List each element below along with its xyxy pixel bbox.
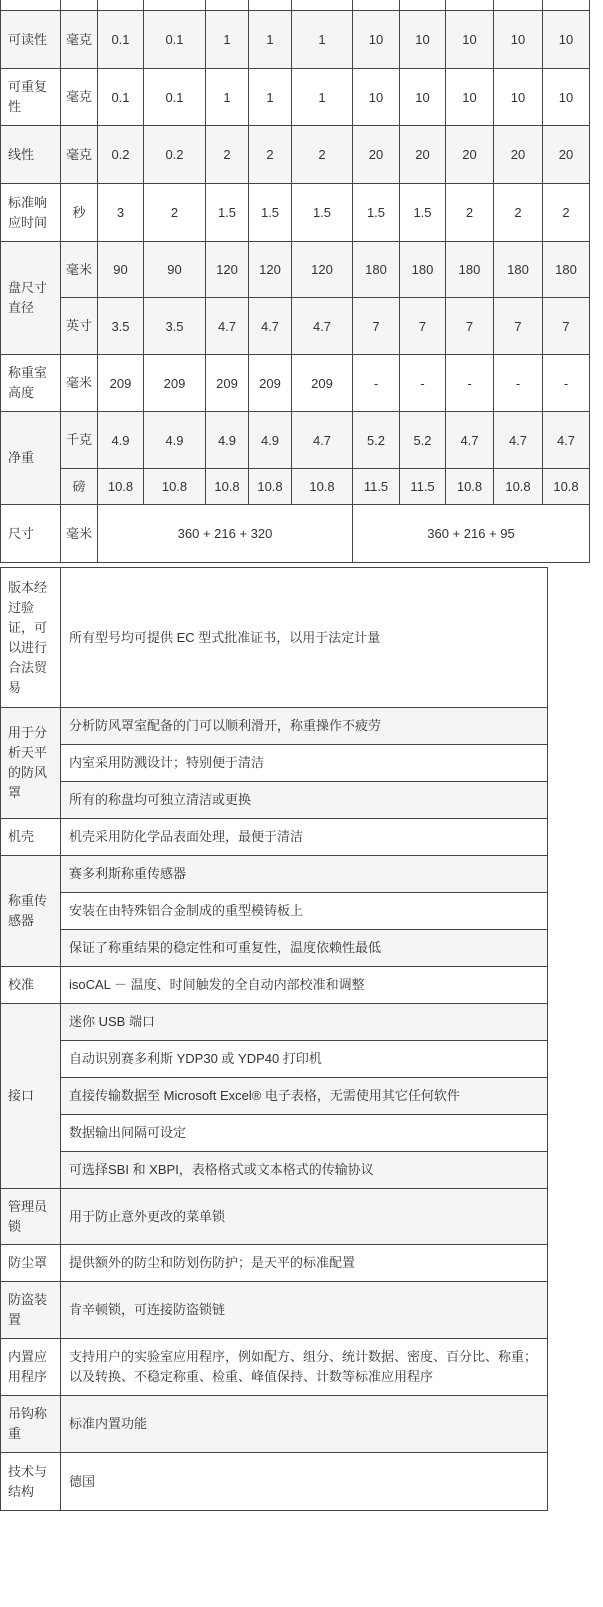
- feature-row: [1, 1004, 548, 1041]
- spec-value: 20: [400, 126, 446, 184]
- spec-value: 180: [494, 242, 543, 298]
- spec-row: [1, 469, 590, 505]
- spec-value: 7: [543, 298, 590, 355]
- spec-value: 1.5: [249, 184, 292, 242]
- spec-value: 2: [206, 126, 249, 184]
- feature-label: 管理员锁: [1, 1189, 61, 1245]
- spec-value: 7: [353, 298, 400, 355]
- feature-label: 用于分析天平的防风罩: [1, 708, 61, 819]
- spec-unit: 毫米: [61, 355, 98, 412]
- spec-value: 10.8: [292, 469, 353, 505]
- spec-value: 209: [98, 355, 144, 412]
- spec-value: 1: [249, 11, 292, 69]
- spec-value: 90: [98, 242, 144, 298]
- spec-value: 5.2: [353, 412, 400, 469]
- spec-value: 5.2: [400, 412, 446, 469]
- spec-value: 0.1: [144, 69, 206, 126]
- spec-value: 209: [249, 355, 292, 412]
- spec-label: 可读性: [1, 11, 61, 69]
- feature-row: [1, 1078, 548, 1115]
- spec-value: 1: [249, 69, 292, 126]
- spec-label: 称重室高度: [1, 355, 61, 412]
- feature-label: 内置应用程序: [1, 1339, 61, 1396]
- feature-description: 机壳采用防化学品表面处理，最便于清洁: [61, 819, 548, 856]
- feature-row: [1, 782, 548, 819]
- spec-value: -: [543, 355, 590, 412]
- spec-row: [1, 126, 590, 184]
- spec-unit: 磅: [61, 469, 98, 505]
- spec-value: 1.5: [353, 184, 400, 242]
- spec-unit: 毫米: [61, 505, 98, 563]
- spec-value: 10.8: [494, 469, 543, 505]
- feature-row: [1, 1245, 548, 1282]
- feature-description: 分析防风罩室配备的门可以顺利滑开，称重操作不疲劳: [61, 708, 548, 745]
- spec-row: [1, 505, 590, 563]
- spec-value: 10.8: [446, 469, 494, 505]
- feature-description: 迷你 USB 端口: [61, 1004, 548, 1041]
- spec-label: 线性: [1, 126, 61, 184]
- spec-value: 4.9: [144, 412, 206, 469]
- spec-unit: 毫克: [61, 11, 98, 69]
- spec-value: -: [446, 355, 494, 412]
- features-table: [0, 567, 548, 1511]
- feature-description: 标准内置功能: [61, 1396, 548, 1453]
- spec-label: 标准响应时间: [1, 184, 61, 242]
- feature-row: [1, 708, 548, 745]
- spec-value: 1.5: [400, 184, 446, 242]
- spec-label: 可重复性: [1, 69, 61, 126]
- spec-row: [1, 412, 590, 469]
- spec-row: [1, 184, 590, 242]
- spec-value: 2: [292, 126, 353, 184]
- feature-description: 安装在由特殊铝合金制成的重型模铸板上: [61, 893, 548, 930]
- spec-value: 10.8: [543, 469, 590, 505]
- spec-value: 180: [400, 242, 446, 298]
- spec-value: 180: [543, 242, 590, 298]
- spec-value: 1: [206, 69, 249, 126]
- spec-value: 10: [494, 11, 543, 69]
- spec-value: 7: [494, 298, 543, 355]
- spec-value: 10: [400, 11, 446, 69]
- spec-label: 净重: [1, 412, 61, 505]
- spec-value: 1: [292, 69, 353, 126]
- spec-value: 1.5: [206, 184, 249, 242]
- spec-value: -: [400, 355, 446, 412]
- feature-description: 所有型号均可提供 EC 型式批准证书，以用于法定计量: [61, 568, 548, 708]
- feature-row: [1, 967, 548, 1004]
- feature-row: [1, 1152, 548, 1189]
- spec-row: [1, 355, 590, 412]
- feature-description: 肯辛顿锁，可连接防盗锁链: [61, 1282, 548, 1339]
- spec-value: 10.8: [206, 469, 249, 505]
- spec-value: 1.5: [292, 184, 353, 242]
- spec-value: 120: [292, 242, 353, 298]
- feature-description: 用于防止意外更改的菜单锁: [61, 1189, 548, 1245]
- feature-row: [1, 1453, 548, 1511]
- spec-value: 209: [206, 355, 249, 412]
- spec-row: [1, 11, 590, 69]
- spec-value: 10: [543, 69, 590, 126]
- spec-value: 180: [353, 242, 400, 298]
- feature-row: [1, 1282, 548, 1339]
- spec-value: 360 + 216 + 320: [98, 505, 353, 563]
- spec-value: 10.8: [144, 469, 206, 505]
- feature-row: [1, 1339, 548, 1396]
- spec-value: 209: [144, 355, 206, 412]
- spec-value: 1: [292, 11, 353, 69]
- spec-value: 4.9: [206, 412, 249, 469]
- spec-value: 4.7: [494, 412, 543, 469]
- feature-label: 技术与结构: [1, 1453, 61, 1511]
- spec-unit: 千克: [61, 412, 98, 469]
- spec-value: 2: [144, 184, 206, 242]
- spec-value: 20: [353, 126, 400, 184]
- feature-row: [1, 856, 548, 893]
- spec-value: 0.2: [98, 126, 144, 184]
- spec-value: 2: [249, 126, 292, 184]
- spec-value: 120: [206, 242, 249, 298]
- feature-row: [1, 568, 548, 708]
- spec-value: 10: [353, 11, 400, 69]
- feature-label: 接口: [1, 1004, 61, 1189]
- spec-value: 4.7: [292, 298, 353, 355]
- spec-value: 360 + 216 + 95: [353, 505, 590, 563]
- spec-value: 0.2: [144, 126, 206, 184]
- spec-unit: 毫克: [61, 126, 98, 184]
- spec-value: 10: [446, 69, 494, 126]
- spec-value: 20: [494, 126, 543, 184]
- spec-row: [1, 69, 590, 126]
- spec-value: 1: [206, 11, 249, 69]
- spec-value: 4.9: [249, 412, 292, 469]
- feature-description: 自动识别赛多利斯 YDP30 或 YDP40 打印机: [61, 1041, 548, 1078]
- feature-label: 防盗装置: [1, 1282, 61, 1339]
- feature-description: 内室采用防溅设计；特别便于清洁: [61, 745, 548, 782]
- spec-value: -: [353, 355, 400, 412]
- spec-value: 7: [400, 298, 446, 355]
- feature-label: 校准: [1, 967, 61, 1004]
- spec-value: 10: [400, 69, 446, 126]
- spec-value: 2: [446, 184, 494, 242]
- spec-value: 4.7: [249, 298, 292, 355]
- spec-unit: 毫米: [61, 242, 98, 298]
- feature-row: [1, 893, 548, 930]
- feature-description: 所有的称盘均可独立清洁或更换: [61, 782, 548, 819]
- spec-value: 3: [98, 184, 144, 242]
- feature-label: 机壳: [1, 819, 61, 856]
- spec-value: -: [494, 355, 543, 412]
- spec-value: 11.5: [400, 469, 446, 505]
- spec-value: 20: [543, 126, 590, 184]
- feature-description: isoCAL － 温度、时间触发的全自动内部校准和调整: [61, 967, 548, 1004]
- spec-value: 4.7: [206, 298, 249, 355]
- feature-label: 吊钩称重: [1, 1396, 61, 1453]
- spec-value: 0.1: [144, 11, 206, 69]
- feature-row: [1, 819, 548, 856]
- spec-value: 20: [446, 126, 494, 184]
- feature-label: 防尘罩: [1, 1245, 61, 1282]
- spec-value: 10: [353, 69, 400, 126]
- spec-value: 10: [494, 69, 543, 126]
- spec-value: 90: [144, 242, 206, 298]
- feature-description: 保证了称重结果的稳定性和可重复性，温度依赖性最低: [61, 930, 548, 967]
- spec-unit: 毫克: [61, 69, 98, 126]
- spec-value: 180: [446, 242, 494, 298]
- spec-value: 2: [543, 184, 590, 242]
- spec-value: 11.5: [353, 469, 400, 505]
- spec-value: 10: [446, 11, 494, 69]
- feature-description: 直接传输数据至 Microsoft Excel® 电子表格，无需使用其它任何软件: [61, 1078, 548, 1115]
- spec-value: 10.8: [98, 469, 144, 505]
- feature-description: 支持用户的实验室应用程序，例如配方、组分、统计数据、密度、百分比、称重；以及转换、不稳定称重、检重、峰值保持、计数等标准应用程序: [61, 1339, 548, 1396]
- spec-value: 0.1: [98, 69, 144, 126]
- spec-unit: 秒: [61, 184, 98, 242]
- feature-description: 可选择SBI 和 XBPI，表格格式或文本格式的传输协议: [61, 1152, 548, 1189]
- spec-value: 3.5: [144, 298, 206, 355]
- spec-value: 4.7: [292, 412, 353, 469]
- spec-value: 4.9: [98, 412, 144, 469]
- spec-value: 0.1: [98, 11, 144, 69]
- spec-unit: 英寸: [61, 298, 98, 355]
- feature-row: [1, 1041, 548, 1078]
- feature-label: 版本经过验证，可以进行合法贸易: [1, 568, 61, 708]
- spec-value: 120: [249, 242, 292, 298]
- feature-label: 称重传感器: [1, 856, 61, 967]
- feature-row: [1, 1396, 548, 1453]
- feature-row: [1, 1115, 548, 1152]
- spec-label: 尺寸: [1, 505, 61, 563]
- spec-value: 7: [446, 298, 494, 355]
- feature-description: 赛多利斯称重传感器: [61, 856, 548, 893]
- spec-value: 3.5: [98, 298, 144, 355]
- spec-table: [0, 0, 590, 563]
- spec-row: [1, 242, 590, 298]
- feature-description: 提供额外的防尘和防划伤防护；是天平的标准配置: [61, 1245, 548, 1282]
- spec-row: [1, 298, 590, 355]
- spec-value: 4.7: [446, 412, 494, 469]
- spec-value: 10: [543, 11, 590, 69]
- spec-value: 2: [494, 184, 543, 242]
- spec-value: 209: [292, 355, 353, 412]
- feature-row: [1, 930, 548, 967]
- feature-description: 数据输出间隔可设定: [61, 1115, 548, 1152]
- spec-value: 4.7: [543, 412, 590, 469]
- spec-label: 盘尺寸直径: [1, 242, 61, 355]
- spec-value: 10.8: [249, 469, 292, 505]
- feature-row: [1, 1189, 548, 1245]
- feature-description: 德国: [61, 1453, 548, 1511]
- feature-row: [1, 745, 548, 782]
